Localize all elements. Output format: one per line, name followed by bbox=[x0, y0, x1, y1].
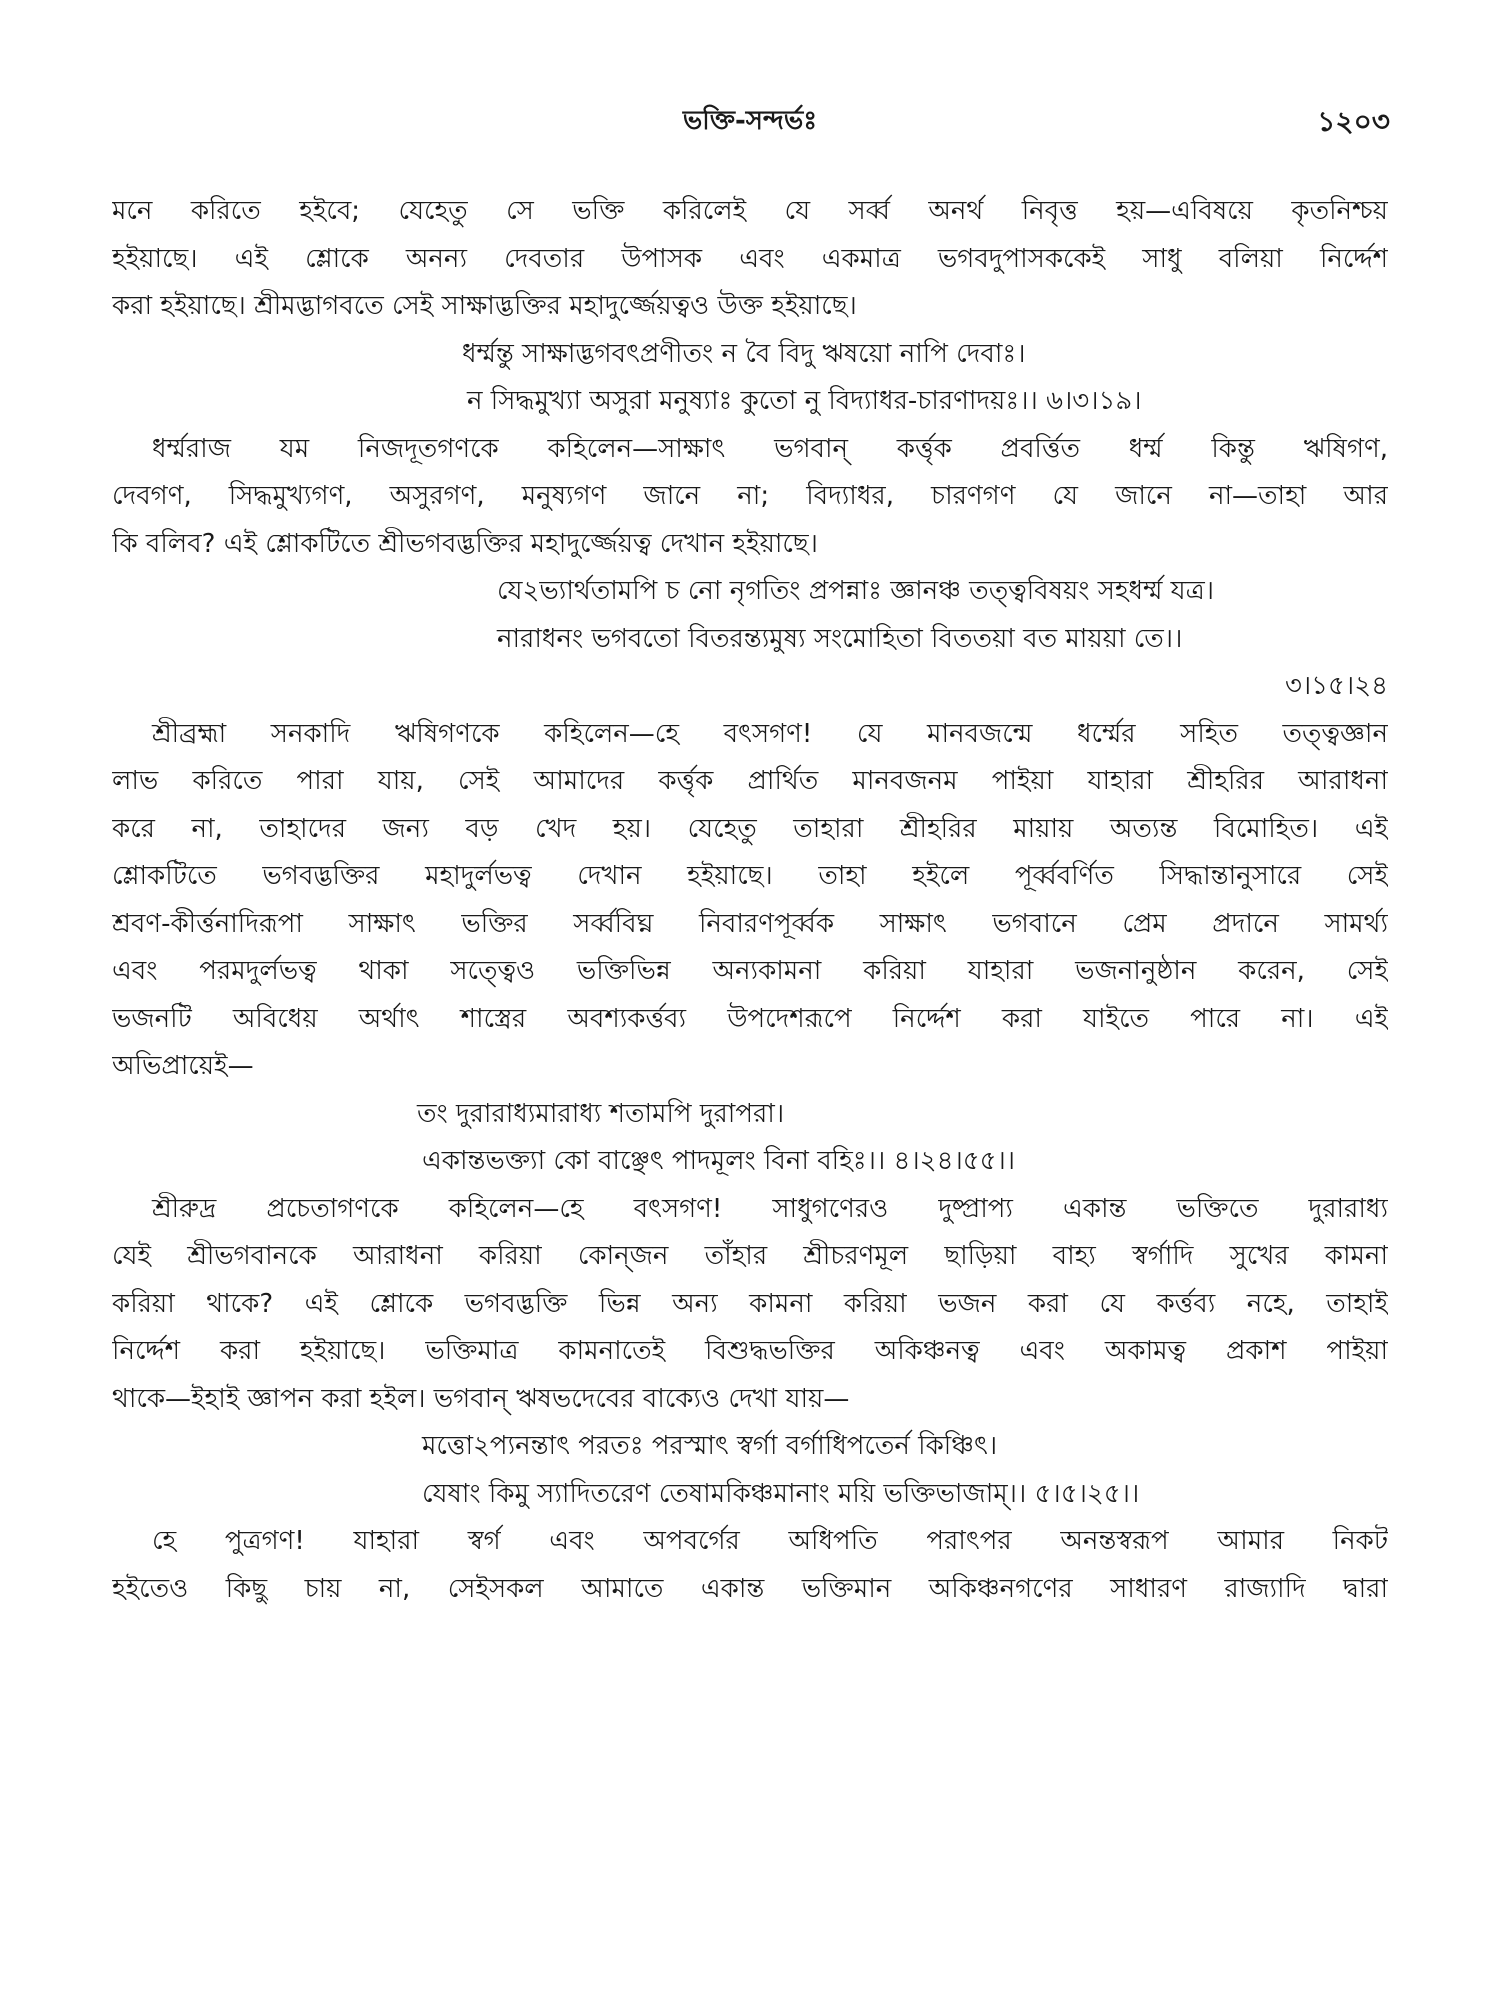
page-number: ১২০৩ bbox=[1317, 105, 1390, 138]
verse-reference: ৩।১৫।২৪ bbox=[1284, 671, 1388, 701]
text-line: শ্রীরুদ্র প্রচেতাগণকে কহিলেন—হে বৎসগণ! সাধুগণেরও দুষ্প্রাপ্য একান্ত ভক্তিতে দুরারাধ্য bbox=[152, 1193, 1388, 1224]
text-line: অভিপ্রায়েই— bbox=[112, 1051, 254, 1081]
text-line: নির্দ্দেশ করা হইয়াছে। ভক্তিমাত্র কামনাতেই বিশুদ্ধভক্তির অকিঞ্চনত্ব এবং অকামত্ব প্রকাশ পাইয়া bbox=[112, 1336, 1388, 1366]
text-line: হইতেও কিছু চায় না, সেইসকল আমাতে একান্ত ভক্তিমান অকিঞ্চনগণের সাধারণ রাজ্যাদি দ্বারা bbox=[112, 1573, 1388, 1604]
body-text bbox=[112, 188, 1388, 1613]
page-header bbox=[110, 100, 1390, 150]
running-title: ভক্তি-সন্দর্ভঃ bbox=[682, 106, 818, 136]
text-line: শ্লোকটিতে ভগবদ্ভক্তির মহাদুর্লভত্ব দেখান হইয়াছে। তাহা হইলে পূর্ব্ববর্ণিত সিদ্ধান্তানুসারে সেই bbox=[112, 861, 1388, 891]
text-line: থাকে—ইহাই জ্ঞাপন করা হইল। ভগবান্ ঋষভদেবের বাক্যেও দেখা যায়— bbox=[112, 1383, 850, 1414]
verse-line: যে২ভ্যার্থতামপি চ নো নৃগতিং প্রপন্নাঃ জ্ঞানঞ্চ তত্ত্ববিষয়ং সহধর্ম্ম যত্র। bbox=[497, 576, 1215, 606]
text-line: হইয়াছে। এই শ্লোকে অনন্য দেবতার উপাসক এবং একমাত্র ভগবদুপাসককেই সাধু বলিয়া নির্দ্দেশ bbox=[112, 243, 1388, 274]
verse-line: যেষাং কিমু স্যাদিতরেণ তেষামকিঞ্চমানাং ময়ি ভক্তিভাজাম্।। ৫।৫।২৫।। bbox=[422, 1478, 1140, 1509]
text-line: কি বলিব? এই শ্লোকটিতে শ্রীভগবদ্ভক্তির মহাদুর্জ্জেয়ত্ব দেখান হইয়াছে। bbox=[112, 528, 818, 559]
text-line: শ্রবণ-কীর্ত্তনাদিরূপা সাক্ষাৎ ভক্তির সর্ব্ববিঘ্ন নিবারণপূর্ব্বক সাক্ষাৎ ভগবানে প্রেম প্রদানে সামর্থ্য bbox=[112, 908, 1388, 939]
verse-line: নারাধনং ভগবতো বিতরন্ত্যমুষ্য সংমোহিতা বিততয়া বত মায়য়া তে।। bbox=[497, 623, 1183, 654]
text-line: করিয়া থাকে? এই শ্লোকে ভগবদ্ভক্তি ভিন্ন অন্য কামনা করিয়া ভজন করা যে কর্ত্তব্য নহে, তাহাই bbox=[112, 1288, 1388, 1319]
text-line: মনে করিতে হইবে; যেহেতু সে ভক্তি করিলেই যে সর্ব্ব অনর্থ নিবৃত্ত হয়—এবিষয়ে কৃতনিশ্চয় bbox=[112, 196, 1388, 226]
verse-line: একান্তভক্ত্যা কো বাঞ্ছেৎ পাদমূলং বিনা বহিঃ।। ৪।২৪।৫৫।। bbox=[422, 1146, 1016, 1176]
text-line: হে পুত্রগণ! যাহারা স্বর্গ এবং অপবর্গের অধিপতি পরাৎপর অনন্তস্বরূপ আমার নিকট bbox=[152, 1526, 1388, 1556]
text-line: শ্রীব্রহ্মা সনকাদি ঋষিগণকে কহিলেন—হে বৎসগণ! যে মানবজন্মে ধর্ম্মের সহিত তত্ত্বজ্ঞান bbox=[152, 718, 1388, 749]
verse-line: ন সিদ্ধমুখ্যা অসুরা মনুষ্যাঃ কুতো নু বিদ্যাধর-চারণাদয়ঃ।। ৬।৩।১৯। bbox=[467, 386, 1142, 416]
verse-line: মত্তো২প্যনন্তাৎ পরতঃ পরস্মাৎ স্বর্গা বর্গাধিপতের্ন কিঞ্চিৎ। bbox=[422, 1431, 998, 1461]
verse-line: তং দুরারাধ্যমারাধ্য শতামপি দুরাপরা। bbox=[417, 1098, 785, 1129]
text-line: এবং পরমদুর্লভত্ব থাকা সত্ত্বেও ভক্তিভিন্ন অন্যকামনা করিয়া যাহারা ভজনানুষ্ঠান করেন, সেই bbox=[112, 956, 1388, 986]
text-line: দেবগণ, সিদ্ধমুখ্যগণ, অসুরগণ, মনুষ্যগণ জানে না; বিদ্যাধর, চারণগণ যে জানে না—তাহা আর bbox=[112, 481, 1388, 511]
text-line: করা হইয়াছে। শ্রীমদ্ভাগবতে সেই সাক্ষাদ্ভক্তির মহাদুর্জ্জেয়ত্বও উক্ত হইয়াছে। bbox=[112, 291, 857, 321]
verse-line: ধর্ম্মন্তু সাক্ষাদ্ভগবৎপ্রণীতং ন বৈ বিদু ঋষয়ো নাপি দেবাঃ। bbox=[462, 338, 1026, 369]
text-line: ধর্ম্মরাজ যম নিজদূতগণকে কহিলেন—সাক্ষাৎ ভগবান্ কর্ত্তৃক প্রবর্ত্তিত ধর্ম্ম কিন্তু ঋষিগণ, bbox=[152, 433, 1388, 464]
text-line: যেই শ্রীভগবানকে আরাধনা করিয়া কোন্‌জন তাঁহার শ্রীচরণমূল ছাড়িয়া বাহ্য স্বর্গাদি সুখের কামনা bbox=[112, 1241, 1388, 1271]
text-line: করে না, তাহাদের জন্য বড় খেদ হয়। যেহেতু তাহারা শ্রীহরির মায়ায় অত্যন্ত বিমোহিত। এই bbox=[112, 813, 1388, 844]
text-line: লাভ করিতে পারা যায়, সেই আমাদের কর্ত্তৃক প্রার্থিত মানবজনম পাইয়া যাহারা শ্রীহরির আরাধনা bbox=[112, 766, 1388, 796]
text-line: ভজনটি অবিধেয় অর্থাৎ শাস্ত্রের অবশ্যকর্ত্তব্য উপদেশরূপে নির্দ্দেশ করা যাইতে পারে না। এই bbox=[112, 1003, 1388, 1034]
